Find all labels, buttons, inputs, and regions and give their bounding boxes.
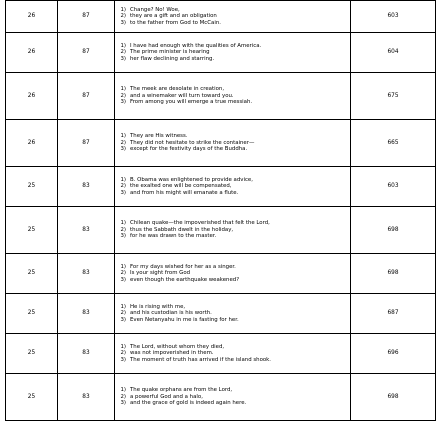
cell-score: 696: [351, 334, 436, 374]
verse-line: [118, 344, 348, 351]
line-text: thus the Sabbath dwelt in the holiday,: [130, 226, 234, 233]
cell-score: 665: [351, 120, 436, 167]
line-text: The moment of truth has arrived if the island shook.: [130, 356, 272, 363]
cell-score: 603: [351, 1, 436, 33]
cell-verse-lines: [115, 73, 351, 120]
line-number: 2): [120, 92, 126, 99]
line-number: 3): [120, 55, 126, 62]
verse-line: [118, 304, 348, 311]
cell-col-a: 25: [6, 207, 58, 254]
line-text: The meek are desolate in creation,: [130, 86, 225, 93]
cell-verse-lines: [115, 334, 351, 374]
cell-col-b: 87: [58, 1, 115, 33]
cell-verse-lines: [115, 207, 351, 254]
verse-line: [118, 13, 348, 20]
line-number: 2): [120, 139, 126, 146]
line-number: 2): [120, 310, 126, 317]
line-number: 3): [120, 99, 126, 106]
table-row: [6, 207, 436, 254]
cell-score: 603: [351, 167, 436, 207]
line-text: Is your sight from God: [130, 270, 191, 277]
line-text: they are a gift and an obligation: [130, 13, 217, 20]
cell-col-b: 83: [58, 207, 115, 254]
line-number: 1): [120, 220, 126, 227]
verse-line: [118, 357, 348, 364]
cell-col-b: 83: [58, 334, 115, 374]
cell-col-a: 26: [6, 33, 58, 73]
line-text: and the grace of gold is indeed again here.: [130, 400, 247, 407]
line-text: her flaw declining and starring.: [130, 55, 215, 62]
cell-col-b: 83: [58, 294, 115, 334]
verse-line: [118, 43, 348, 50]
cell-verse-lines: [115, 120, 351, 167]
verse-line: [118, 400, 348, 407]
line-number: 2): [120, 183, 126, 190]
table-row: [6, 33, 436, 73]
cell-verse-lines: [115, 33, 351, 73]
cell-col-a: 25: [6, 334, 58, 374]
line-number: 1): [120, 176, 126, 183]
line-number: 3): [120, 189, 126, 196]
line-number: 1): [120, 42, 126, 49]
line-text: The Lord, without whom they died,: [130, 343, 225, 350]
line-text: I have had enough with the qualities of America.: [130, 42, 262, 49]
cell-score: 675: [351, 73, 436, 120]
cell-col-b: 83: [58, 167, 115, 207]
line-number: 1): [120, 387, 126, 394]
cell-score: 698: [351, 254, 436, 294]
cell-col-b: 83: [58, 254, 115, 294]
verse-line: [118, 233, 348, 240]
line-number: 2): [120, 226, 126, 233]
line-text: to the father from God to McCain.: [130, 19, 221, 26]
line-number: 2): [120, 13, 126, 20]
line-text: the exalted one will be compensated,: [130, 183, 232, 190]
cell-verse-lines: [115, 374, 351, 421]
line-text: except for the festivity days of the Buddha.: [130, 146, 248, 153]
verse-line: [118, 56, 348, 63]
line-text: was not impoverished in them.: [130, 350, 214, 357]
table-row: [6, 1, 436, 33]
cell-score: 687: [351, 294, 436, 334]
line-text: They did not hesitate to strike the container—: [130, 139, 255, 146]
cell-verse-lines: [115, 167, 351, 207]
table-row: [6, 167, 436, 207]
line-text: The prime minister is hearing: [130, 49, 210, 56]
cell-col-a: 25: [6, 374, 58, 421]
verse-line: [118, 133, 348, 140]
verse-line: [118, 49, 348, 56]
cell-verse-lines: [115, 294, 351, 334]
line-number: 3): [120, 146, 126, 153]
verse-line: [118, 20, 348, 27]
verse-line: [118, 387, 348, 394]
verse-line: [118, 86, 348, 93]
line-text: They are His witness.: [130, 133, 188, 140]
line-number: 3): [120, 233, 126, 240]
line-text: From among you will emerge a true messiah.: [130, 99, 253, 106]
line-text: He is rising with me,: [130, 303, 186, 310]
line-text: Change? No! Woe,: [130, 6, 180, 13]
line-text: Even Netanyahu in me is fasting for her.: [130, 316, 239, 323]
verse-line: [118, 277, 348, 284]
cell-col-b: 87: [58, 33, 115, 73]
verse-line: [118, 190, 348, 197]
line-number: 1): [120, 86, 126, 93]
verse-line: [118, 227, 348, 234]
line-number: 3): [120, 19, 126, 26]
cell-col-a: 26: [6, 73, 58, 120]
line-number: 2): [120, 350, 126, 357]
table-row: [6, 374, 436, 421]
verse-line: [118, 99, 348, 106]
line-number: 3): [120, 400, 126, 407]
verse-line: [118, 7, 348, 14]
line-text: for he was drawn to the master.: [130, 233, 217, 240]
line-number: 2): [120, 393, 126, 400]
verse-line: [118, 140, 348, 147]
verse-line: [118, 146, 348, 153]
table-row: [6, 73, 436, 120]
table-row: [6, 334, 436, 374]
cell-score: 698: [351, 374, 436, 421]
verse-line: [118, 310, 348, 317]
verse-line: [118, 220, 348, 227]
data-table: [5, 0, 436, 421]
line-text: a powerful God and a halo,: [130, 393, 203, 400]
line-number: 2): [120, 270, 126, 277]
line-number: 2): [120, 49, 126, 56]
verse-line: [118, 350, 348, 357]
line-number: 1): [120, 263, 126, 270]
verse-line: [118, 183, 348, 190]
verse-line: [118, 93, 348, 100]
line-number: 3): [120, 356, 126, 363]
cell-col-a: 26: [6, 1, 58, 33]
cell-score: 604: [351, 33, 436, 73]
verse-line: [118, 270, 348, 277]
cell-col-a: 25: [6, 167, 58, 207]
line-number: 3): [120, 316, 126, 323]
cell-col-b: 87: [58, 120, 115, 167]
line-number: 1): [120, 343, 126, 350]
line-text: For my days wished for her as a singer.: [130, 263, 236, 270]
line-number: 1): [120, 133, 126, 140]
cell-col-a: 26: [6, 120, 58, 167]
line-number: 3): [120, 276, 126, 283]
line-text: and from his might will emanate a flute.: [130, 189, 239, 196]
cell-verse-lines: [115, 1, 351, 33]
line-text: even though the earthquake weakened?: [130, 276, 240, 283]
line-text: Chilean quake—the impoverished that felt the Lord,: [130, 220, 270, 227]
cell-verse-lines: [115, 254, 351, 294]
verse-line: [118, 394, 348, 401]
cell-col-a: 25: [6, 294, 58, 334]
line-text: B. Obama was enlightened to provide advice,: [130, 176, 253, 183]
table-body: [6, 1, 436, 421]
cell-col-a: 25: [6, 254, 58, 294]
table-row: [6, 120, 436, 167]
table-row: [6, 294, 436, 334]
table-row: [6, 254, 436, 294]
line-number: 1): [120, 303, 126, 310]
cell-score: 698: [351, 207, 436, 254]
verse-line: [118, 264, 348, 271]
verse-line: [118, 317, 348, 324]
verse-line: [118, 177, 348, 184]
cell-col-b: 87: [58, 73, 115, 120]
line-text: The quake orphans are from the Lord,: [130, 387, 233, 394]
line-text: and his custodian is his worth.: [130, 310, 212, 317]
line-number: 1): [120, 6, 126, 13]
cell-col-b: 83: [58, 374, 115, 421]
line-text: and a winemaker will turn toward you.: [130, 92, 234, 99]
